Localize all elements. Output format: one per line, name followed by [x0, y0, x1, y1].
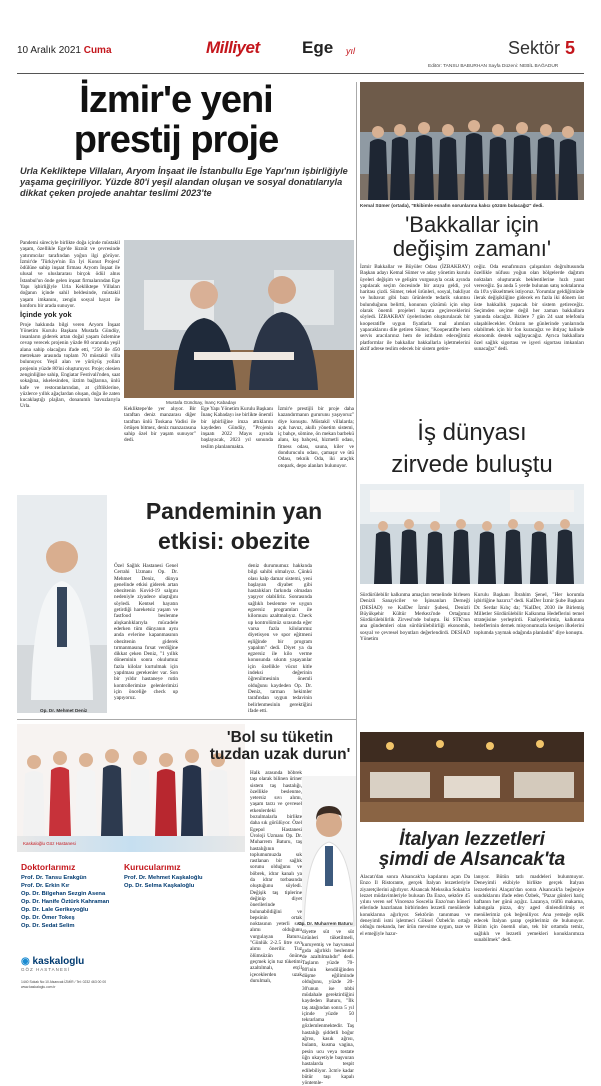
pandemi-headline: Pandeminin yan etkisi: obezite [145, 498, 323, 554]
bakkallar-text-right: ceğiz. Oda esnafımızın çalışanları doğrultusunda özellikle nüfusu yoğun olan bölgelerde dağıtım noktaları oluşturarak beklentilerine hızlı yanıt vereceğiz. Şu anda 5 yerde bulunan satış noktalarına da 10'a yükseltmek istiyoruz. Yorumlar geldiğimizde ilerak değişikliğine gidecek en fazla iki dönem üst üste bakkallık yapacak bir sistem getireceğiz. Seçimden seçime değil her zaman bakkallara yanında olacağız. Bizlere 7 gün 24 saat telefonla ulaşabilecekler. Onların ne günlerinde yanlarında olabilmek için bir fon kuracağız ve ihtiyaç halinde ekonomik destek sağlayacağız. Ayrıca bakkallara özel sağlık sigortası ve işyeri sigortası imkanları sunacağız" dedi. [474, 264, 584, 352]
ad-doctors-list: Prof. Dr. Tansu Erakgün Prof. Dr. Erkin Kır Op. Dr. Bilgehan Sezgin Asena Op. Dr. Hanife Öztürk Kahraman Op. Dr. Lale Gerikeyoğlu Op. Dr. Ömer Tokeş Op. Dr. Sedat Selim [21, 875, 110, 929]
column-divider [356, 82, 357, 1022]
bol-su-headline: 'Bol su tüketin tuzdan uzak durun' [209, 729, 351, 763]
doctor-baturu-photo [302, 776, 356, 926]
pandemi-text-col3: deniz durumumuz hakkında bilgi sahibi olmalıyız. Çünkü olası kalp damar sistemi, yeni başlayan diyabet gibi hastalıkları farkında olmadan yaşıyor olabiliriz. Sonrasında sağlıklı beslenme ve uygun egzersiz programları ile kilomuzu azaltmalıyız. Check up kontrolümüz sırasında eğer varsa fazla kilolarımız diyetisyen ve spor eğitmeni eşliğinde bir program yapalım" dedi. Diyet ya da egzersiz ile kilo verme konusunda sıkıntı yaşayanlar için özellikle vücut kitle indeksi değerinin öğrenilmesinin önemli olduğunu kaydeden Op. Dr. Deniz, tarman hekimler tarafından uygun tedavinin belirlenmesinin gerektiğini ifade etti. [248, 563, 312, 714]
is-dunyasi-text-left: Sürdürülebilir kalkınma amaçları temelinde birlesen Denizli Sanayiciler ve İşinsanları Derneği (DESİAD) ve KalDer İzmir Şubesi, Denizli Büyükşehir Kültür Merkezi'nde Ortağımız Sürdürülebilirlik Zirvesi'nde buluştu. İki STK'nın ana gündemleri olan sürdürülebilirliği ekonomik, sosyal ve çevresel boyutları değerlendirdi. DESİAD Yönetim [360, 592, 470, 643]
summit-photo-icon [360, 484, 584, 584]
restaurant-interior-icon [360, 732, 584, 822]
bakkallar-headline: 'Bakkallar için değişim zamanı' [392, 212, 552, 261]
doctor-baturu-caption: Op. Dr. Muharrem Baturu [298, 921, 353, 926]
main-article-text-col2: Kekliktepe'de yer alıyor. Bir taraftan deniz manzarası diğer taraftan ünlü Toskana Vadisi ile örtüşen bitmez, deniz manzarasına sahip özel bir yaşam sunuyor" dedi. [124, 406, 196, 444]
bakkallar-text-left: İzmir Bakkallar ve Büyüler Odası (İZBAKBAY) Başkan adayı Kemal Sümer ve aday yönetim kurulu üyeleri değişim ve gelişim vurgusuyla ocak ayında yapılacak seçim öncesinde bir araya geldi, yol haritası çizdi. Sümer, tekel ürünleri, sosyal, bakliyat ve hubavat gibi bazı ürünlerde tedarik sıkıntısı bulunduğunu belirtti, konunun çözümü için olup olarak önemli projeleri hayata geçireceklerini söyledi. İZBAKBAY üyelerinden oluşturulacak bir kooperatifle uygun fiyatlarla mal alımları yapacaklarını dile getiren Sümer, "Kooperatifte hem servis aracılarınız hem de istihdam edeceğimiz platformlar ile bakkallar bakkallarla işletmelerini aktif adrese teslim edecek bir sistem getire- [360, 264, 470, 352]
doctor-deniz-photo [17, 495, 107, 713]
italyan-text-right: lanıyor. Bütün tatlı maddeleri bulunmuyor. Deneyimli ekibiyle birlikte gerçek İtalyan lezzetlerini Alaçatı'dan sonra Alsancak'la beğeniye sunduklarını ifade eden Özbek, "Pazar günleri hariç haftanın her günü açığız. Lazanya, trüflü makarna, kabıngala pizza, dry aged dinlendirilmiş et menülerimiz çok beğeniliyor. Ana yemeğe eşlik edecek İtalyan şarap çeşitlerimiz de bulunuyor. Bizim için önemli olan, tek bir ortamda temiz, sağlıklı ve lezzetli yemekleri konuklarımıza sunabilmek" dedi. [474, 874, 584, 943]
ad-doctors-heading: Doktorlarımız [21, 862, 76, 872]
section-divider [17, 719, 356, 720]
main-article-text-col3: Ege Yapı Yönetim Kurulu Başkanı İnanç Kabadayı ise birlikte önemli bir işbirliğine imza attıklarını kaydeden Gündüy, "Projenin inşaatı 2022 Mayıs ayında başlayacak, 2023 yıl sonunda teslim planlanmakta. [201, 406, 273, 450]
main-article-text-col1: Pandemi süreciyle birlikte doğa içinde müstakil yaşam, özellikle Ege'de lüznüt ve çevresinde yatırımcılar tarafından yoğun ilgi görüyor. İzmir'de 'Türkiye'nin En İyi Konut Projesi' ödülüne sahip inşaat firması Aryom İnşaat ile ulusal ve uluslararası birçok ödül alnıs İstanbul'un önde gelen inşaat firmalarından Ege Yapı işbirliğiyle Urla Kekliktepe Villaları doğanın içinde sahil beldesinde, müstakil yaşam imkanını, zengin sosyal hayat ile konforu bir arada sunuyor. İçinde yok yok Proje hakkında bilgi veren Aryom İnşaat Yönetim Kurulu Başkanı Mustafa Gündüy, insanların giderek artan doğal yaşam özlemine cevap verecek projenin yüzde 80 oranında yeşil alana sahip olacağını ifade etti, "250 ile 450 metrekare arasında toplam 70 müstakil villa bulunuyor. Yeşil alan ve yürüyüş yolları projenin yüzde 80'ini oluşturuyor. Proje; olesien zenginliğine sahip, Engiatar Festivali'nden, saat sokağına, iskelesinden, iiztim bağlarına, ünlü kafe ve restoranlarından, at çiftliklerine, yüzlerce yıllık ağaçlardan oluşan, doğa ile zaten kucaklaştığı plajları, donanımlı havuzlarıyla Urla. [20, 240, 120, 410]
eye-icon: ◉ [21, 956, 30, 967]
main-headline: İzmir'e yeni prestij proje [73, 79, 279, 161]
doctor-portrait-icon [17, 495, 107, 713]
italyan-text-left: Alacatı'dan sonra Alsancak'ta kapılarını açan Da Enzo Il Ristorante, gerçek İtalyan lezzetleriyle ziyaretçilerini ağırlıyor. Alsancak Mekssika Sokak'ta lezzet müdavimleriyle bulusan Da Enzo, sektöre 45 yılını veren sef Vincenzo Soscelia Enzo'nun hüneri ellerinde hazırlanan birbirinden lezzetli menülerde konuklarına ağırlıyor. Sektörün tanınması ve deneyimli ismi işletmeci Göksel Özbek'in ortağı olduğu mekanda, her ürün mevsime uygun, taze ve el emeğiyle hazır- [360, 874, 470, 937]
main-article-photo [124, 240, 354, 398]
header-divider [17, 73, 584, 74]
italyan-headline: İtalyan lezzetleri şimdi de Alsancak'ta [378, 829, 566, 870]
restaurant-photo [360, 732, 584, 822]
logo-ege: Ege [302, 38, 334, 57]
logo-yil: yıl [346, 46, 355, 56]
doctor-deniz-caption: Op. Dr. Mehmet Deniz [40, 708, 88, 713]
is-dunyasi-headline: İş dünyası zirvede buluştu [391, 419, 553, 478]
doctor-portrait-icon [302, 776, 356, 926]
is-dunyasi-text-right: Kurulu Başkanı İbrahim Şenel, "Her korumla işbirliğine hazırız" dedi. KalDer İzmir Şube Başkanı Dr. Serdar Kılıç da; "KalDer, 2030 ile Birlemiş Milletler Sürdürülebilir Kalkınma Hedeflerini temel stratejisine yerleştirdi. Faaliyetlerimiz, kalkınma hedeflerinin dernek misyonumuzla kesişen ilkelerini toplumda yaymak odağında planladık" diye konuştu. [474, 592, 584, 636]
section-label: Sektör 5 [508, 38, 576, 58]
kaskaloglu-logo[interactable]: ◉ kaskaloglu GÖZ HASTANESİ [21, 956, 85, 972]
main-subtitle: Urla Kekliktepe Villaları, Aryom İnşaat ile İstanbullu Ege Yapı'nın işbirliğiyle yaşama geçiriliyor. Yüzde 80'i yeşil alandan oluşan ve sosyal donatılarıyla dikkat çeken projede anahtar teslimi 2023'te [20, 166, 348, 198]
pandemi-text-col1: Özel Sağlık Hastanesi Genel Cerrahi Uzmanı Op. Dr. Mehmet Deniz, dünya genelinde etkisi giderek artan obezitenin Kovid-19 salgını nedeniyle ziyadece ulaştığını söyledi. Kentsel hayatın getirdiği hareketsiz yaşam ve fastfood beslenme alışkanlıklarıyla mücadele ederken tüm dünyanın aynı anda evlerine kapanmasının obezitenin giderek tırmanmasına fırsat verdiğine dikkat çeken Deniz, "1 yıllık döneminin sonra okulumuz fazla kilolar kurtulmak için yapılması gerekenler var. Son bir yıldır hastaneye rutin kontrollerimize gelenlerimizi için önceliğe check up yapıyoruz. [114, 563, 178, 702]
ad-banner-text: Kaskaloğlu Göz Hastanesi [23, 841, 76, 846]
issue-date: 10 Aralık 2021 Cuma [17, 45, 112, 56]
editor-credit: Editör: TANSU BABURHAN Sayfa Düzeni: NEBİL BAĞADUR [428, 64, 559, 69]
main-photo-caption: Mustafa Gündüay, İnanç Kabadayı [166, 400, 237, 405]
logo-milliyet: Milliyet [206, 38, 260, 57]
is-dunyasi-photo [360, 484, 584, 584]
bakkallar-group-photo [360, 82, 584, 200]
group-photo-icon [360, 82, 584, 200]
bol-su-text-col2: diyette süt ve süt ürünleri tüketilmeli, kuruyemiş ve hayvansal gıda ağırlıklı beslenme de azaltılmalıdır" dedi. Taşların yüzde 70-80'inin kendiliğinden düşme eğiliminde olduğunu, yüzde 20-30'unun ise tıbbi müdahale gerektirdiğini kaydeden Baturu, "İlk taş atağından sonra 5 yıl içinde yüzde 50 tekrarlama gözlemlenmektedir. Taş hastalığı şiddetli boğur ağrısı, kasık ağrısı, bulantı, kusma vagina, pesin ucu veya tostate üğn ukayetiyle başvuran hastalarda tespit edilebiliyor. 3cm'e kadar bütür taşı kapalı yöntemle- [302, 929, 354, 1086]
bol-su-text-col1: Halk arasında böbrek taşı olarak bilinen üriner sistem taş hastalığı, özellikle beslenme, yetersiz sıvı alımı, yaşam tarzı ve çevresel etkenlerdeki bozulmalarla birlikte daha sık görülüyor. Özel Egepol Hastanesi Üroloji Uzmanı Op. Dr. Muharrem Baturu, taş hastalığının toplumumuzda sık rastlanan bir sağlık sorunu olduğunu ve böbrek, idrar kanalı ya da idrar torbasında oluştuğunu söyledi. Değişik taş tiplerine değinip diyet önerilerinde bulunabildiğini ve bepsinin ortak noktasının yeterli sıvı alımı olduğunu vurgulayan Baturu, "Günlük 2-2.5 litre sıvı alımı önerilir. Tuz ölümsüzün önüne geçmek için tuz tüketimi azaltılmalı, etçil içeceklerden uzak durulmalı, [250, 770, 302, 984]
ad-banner-band [17, 836, 245, 852]
ad-founders-heading: Kurucularımız [124, 862, 181, 872]
subhead: İçinde yok yok [20, 310, 72, 320]
kaskaloglu-ad[interactable] [17, 724, 245, 1020]
ad-address: 1440 Sokak No:10 Alsancak İZMİR / Tel: 0232 463 00 00 www.kaskaloglu.com.tr [21, 980, 107, 989]
main-article-text-col4: İzmir'e prestijli bir proje daha kazandırmanın gururunu yaşıyoruz" diye konuştu. Müstakil villalarda; açık havuz, akıllı yönetim sistemi, iç bahçe, sömine, ön mekan barbekü alanı, kış bahçesi, hizmetli odası, fitness odası, sauna, kiler ve donduruculu odası, çamaşır ve ütü Odası, teknik Oda, iki araçlık otopark, depo alanları bulunuyor. [278, 406, 354, 469]
ad-founders-list: Prof. Dr. Mehmet Kaşkaloğlu Op. Dr. Selma Kaşkaloğlu [124, 875, 203, 889]
milliyet-ege-logo[interactable] [206, 38, 396, 64]
bakkallar-photo-caption: Kemal Sümer (ortada), "Ekibimle esnafın sorunlarına kalıcı çözüm bulacağız" dedi. [360, 203, 544, 208]
meeting-photo-icon [124, 240, 354, 398]
